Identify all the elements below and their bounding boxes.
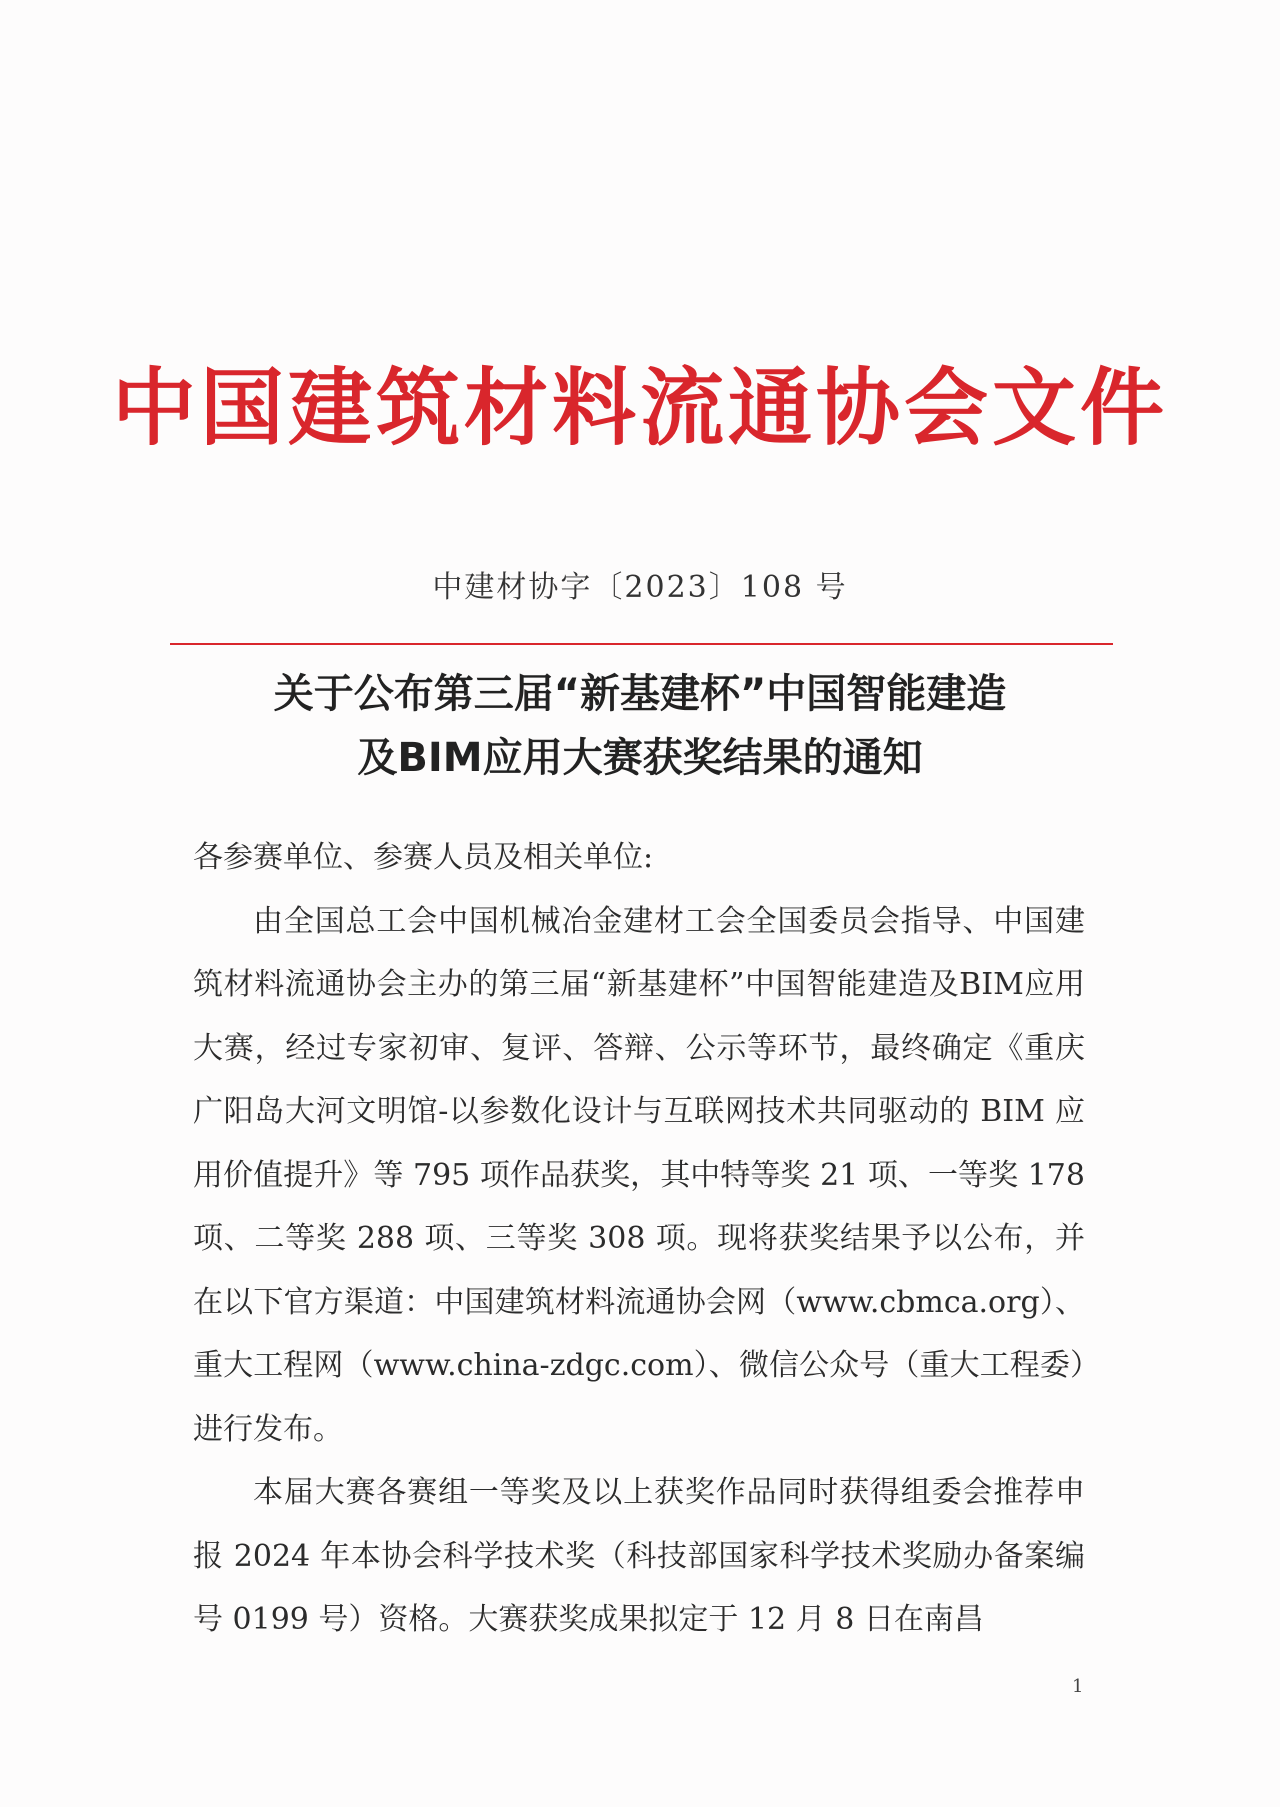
- notice-body: [193, 826, 1085, 1652]
- notice-title-line-2: 及BIM应用大赛获奖结果的通知: [357, 735, 923, 781]
- notice-title: [150, 662, 1130, 790]
- notice-title-line-1: 关于公布第三届“新基建杯”中国智能建造: [273, 671, 1007, 717]
- red-divider: [170, 643, 1113, 645]
- document-number: 中建材协字〔2023〕108 号: [432, 570, 848, 605]
- salutation: 各参赛单位、参赛人员及相关单位:: [193, 840, 654, 875]
- page-number: 1: [1072, 1676, 1084, 1697]
- body-paragraph-2: 本届大赛各赛组一等奖及以上获奖作品同时获得组委会推荐申报 2024 年本协会科学技术奖（科技部国家科学技术奖励办备案编号 0199 号）资格。大赛获奖成果拟定于 12 月 8 日在南昌: [193, 1475, 1085, 1637]
- masthead-title: 中国建筑材料流通协会文件: [111, 359, 1168, 457]
- body-paragraph-1: 由全国总工会中国机械冶金建材工会全国委员会指导、中国建筑材料流通协会主办的第三届“新基建杯”中国智能建造及BIM应用大赛，经过专家初审、复评、答辩、公示等环节，最终确定《重庆广阳岛大河文明馆-以参数化设计与互联网技术共同驱动的 BIM 应用价值提升》等 795 项作品获奖，其中特等奖 21 项、一等奖 178 项、二等奖 288 项、三等奖 308 项。现将获奖结果予以公布，并在以下官方渠道：中国建筑材料流通协会网（www.cbmca.org）、重大工程网（www.china-zdgc.com）、微信公众号（重大工程委）进行发布。: [193, 903, 1085, 1447]
